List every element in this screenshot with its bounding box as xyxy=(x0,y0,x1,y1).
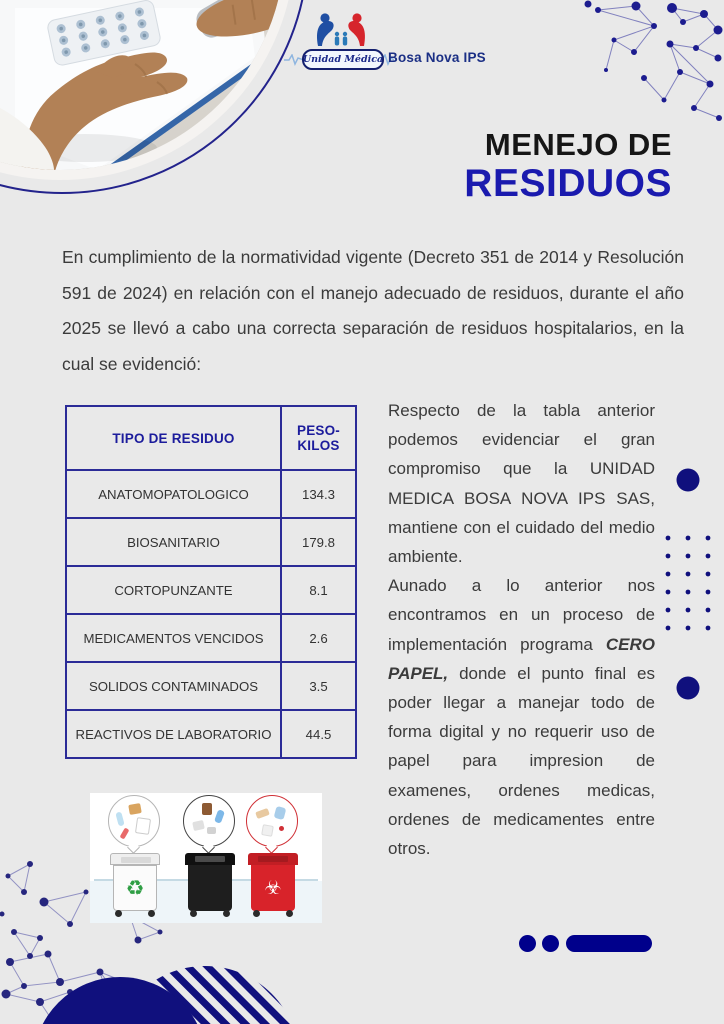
cell-tipo: ANATOMOPATOLOGICO xyxy=(66,470,281,518)
waste-bubble xyxy=(246,795,298,847)
bin-slot xyxy=(258,856,288,862)
page-title-line2: RESIDUOS xyxy=(464,162,672,205)
side-paragraph-2-end: donde el punto final es poder llegar a manejar todo de forma digital y no requerir uso de papel para impresion de examenes, ordenes medicas, ordenes de medicamentes entre otros. xyxy=(388,663,655,859)
bin-wheel xyxy=(148,910,155,917)
bottom-circles-decoration xyxy=(20,962,330,1024)
logo-badge xyxy=(302,49,384,70)
page-title xyxy=(464,128,672,206)
page-indicator xyxy=(519,935,652,952)
logo-brand-text: Bosa Nova IPS xyxy=(388,50,486,65)
logo-badge-text: Unidad Médica xyxy=(302,54,384,65)
cell-peso: 3.5 xyxy=(281,662,356,710)
waste-item xyxy=(255,808,270,819)
waste-item xyxy=(207,827,216,834)
waste-bubble xyxy=(108,795,160,847)
table-row xyxy=(66,614,356,662)
table-row xyxy=(66,470,356,518)
bin-lid xyxy=(248,853,298,865)
indicator-dot xyxy=(519,935,536,952)
waste-item xyxy=(192,820,205,831)
cell-peso: 134.3 xyxy=(281,470,356,518)
ordinary-bin-black xyxy=(180,793,240,923)
bin-body xyxy=(113,865,157,911)
bin-body xyxy=(251,865,295,911)
waste-item xyxy=(261,824,274,837)
recycling-bin-white xyxy=(105,793,165,923)
table-row xyxy=(66,518,356,566)
cero-papel-highlight: CERO PAPEL, xyxy=(388,634,655,683)
ekg-line-icon xyxy=(284,54,304,66)
bin-wheel xyxy=(223,910,230,917)
cell-peso: 44.5 xyxy=(281,710,356,758)
waste-item xyxy=(120,827,130,839)
waste-item xyxy=(135,817,151,835)
bin-slot xyxy=(195,856,225,862)
recycle-icon: ♻ xyxy=(125,875,145,900)
bin-lid xyxy=(185,853,235,865)
bin-wheel xyxy=(286,910,293,917)
waste-item xyxy=(279,826,284,831)
column-header-peso: PESO-KILOS xyxy=(281,406,356,470)
cell-tipo: SOLIDOS CONTAMINADOS xyxy=(66,662,281,710)
waste-bubble xyxy=(183,795,235,847)
waste-bins-illustration xyxy=(90,793,322,923)
waste-table xyxy=(65,405,357,759)
bin-lid xyxy=(110,853,160,865)
cell-tipo: BIOSANITARIO xyxy=(66,518,281,566)
side-dots-decoration xyxy=(652,462,724,702)
waste-item xyxy=(202,803,212,815)
cell-peso: 8.1 xyxy=(281,566,356,614)
column-header-tipo: TIPO DE RESIDUO xyxy=(66,406,281,470)
indicator-bar xyxy=(566,935,652,952)
biohazard-bin-red xyxy=(243,793,303,923)
cell-tipo: REACTIVOS DE LABORATORIO xyxy=(66,710,281,758)
indicator-dot xyxy=(542,935,559,952)
table-row xyxy=(66,662,356,710)
bin-wheel xyxy=(190,910,197,917)
intro-paragraph: En cumplimiento de la normatividad vigente (Decreto 351 de 2014 y Resolución 591 de 2024) en relación con el manejo adecuado de residuos, durante el año 2025 se llevó a cabo una correcta separación de residuos hospitalarios, en la cual se evidenció: xyxy=(62,247,684,374)
cell-tipo: MEDICAMENTOS VENCIDOS xyxy=(66,614,281,662)
cell-peso: 179.8 xyxy=(281,518,356,566)
bin-body xyxy=(188,865,232,911)
table-header-row xyxy=(66,406,356,470)
cell-peso: 2.6 xyxy=(281,614,356,662)
logo-figures-icon xyxy=(314,12,368,50)
bin-slot xyxy=(121,857,151,863)
cell-tipo: CORTOPUNZANTE xyxy=(66,566,281,614)
side-paragraph-2 xyxy=(388,571,655,863)
table-row xyxy=(66,566,356,614)
photo-illustration xyxy=(0,0,285,170)
clinic-logo xyxy=(276,12,496,72)
table-row xyxy=(66,710,356,758)
biohazard-icon: ☣ xyxy=(264,876,282,899)
bin-wheel xyxy=(253,910,260,917)
side-paragraph-1: Respecto de la tabla anterior podemos evidenciar el gran compromiso que la UNIDAD MEDICA BOSA NOVA IPS SAS, mantiene con el cuidado del medio ambiente. xyxy=(388,401,655,567)
waste-item xyxy=(115,811,124,826)
bin-wheel xyxy=(115,910,122,917)
waste-item xyxy=(128,803,142,815)
waste-item xyxy=(214,809,225,824)
side-paragraph-2-start: Aunado a lo anterior nos encontramos en un proceso de implementación programa xyxy=(388,576,655,654)
page-title-line1: MENEJO DE xyxy=(484,127,672,162)
waste-item xyxy=(274,806,287,820)
side-text-column xyxy=(388,396,655,863)
